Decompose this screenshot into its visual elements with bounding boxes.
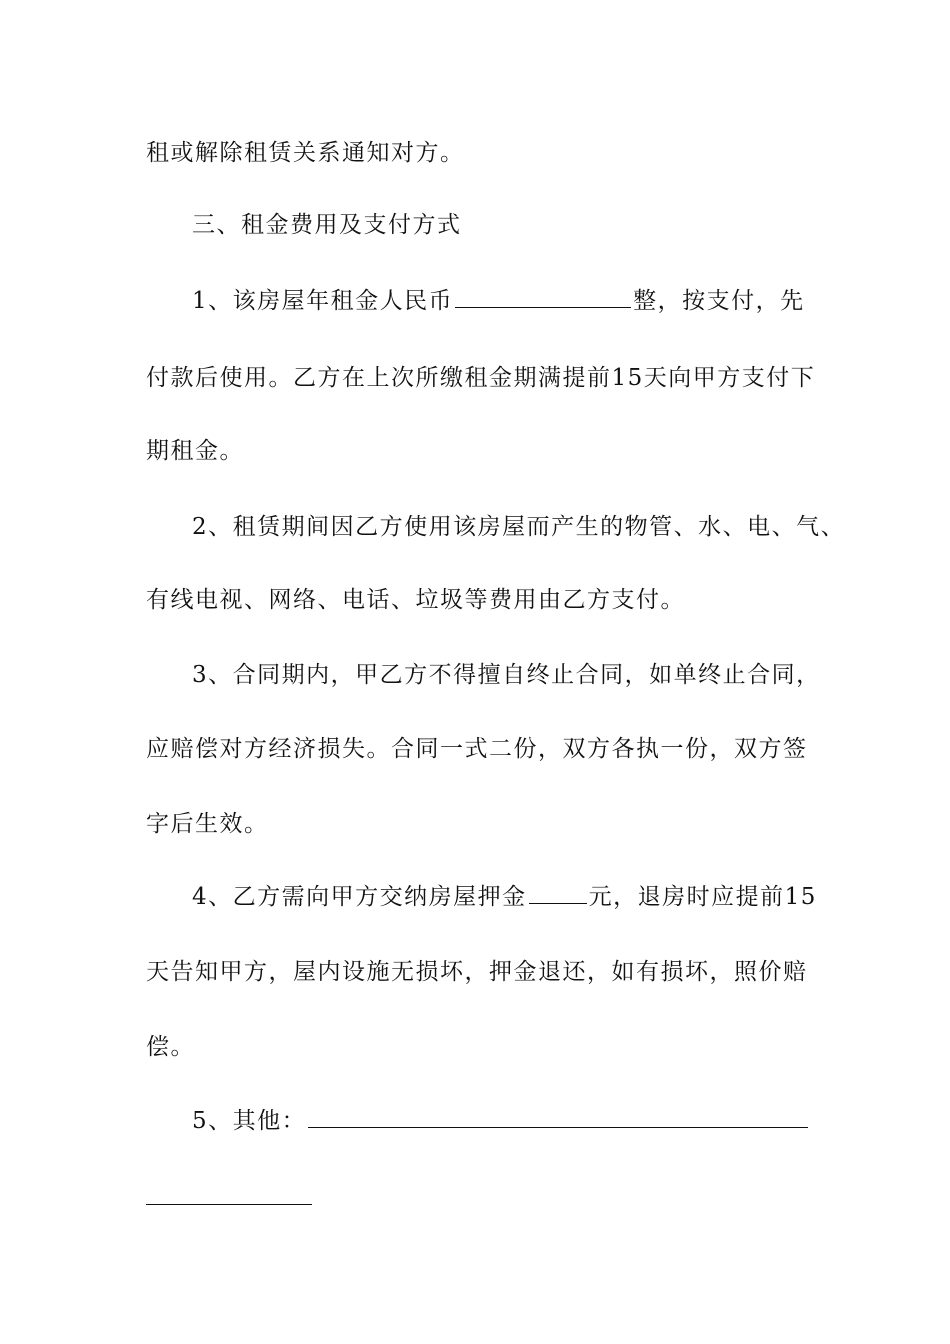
text-run: 租或解除租赁关系通知对方。 (146, 140, 465, 166)
text-run: 偿。 (146, 1034, 195, 1060)
paragraph-line (192, 1105, 810, 1137)
text-run: 字后生效。 (146, 811, 269, 837)
text-run: 三、租金费用及支付方式 (192, 212, 462, 238)
text-run: 付款后使用。乙方在上次所缴租金期满提前15天向甲方支付下 (146, 365, 816, 391)
paragraph-line (192, 881, 817, 913)
text-run: 5、其他： (192, 1108, 307, 1134)
paragraph-line (146, 435, 244, 467)
paragraph-line (146, 362, 815, 394)
paragraph-line (146, 584, 685, 616)
fill-in-blank (529, 881, 587, 904)
text-run: 天告知甲方，屋内设施无损坏，押金退还，如有损坏，照价赔 (146, 959, 808, 985)
text-run: 3、合同期内，甲乙方不得擅自终止合同，如单终止合同， (192, 662, 821, 688)
text-run: 有线电视、网络、电话、垃圾等费用由乙方支付。 (146, 587, 685, 613)
paragraph-line (192, 659, 821, 691)
fill-in-blank (455, 285, 631, 308)
paragraph-line (192, 285, 805, 317)
text-run: 1、该房屋年租金人民币 (192, 288, 454, 314)
fill-in-blank (308, 1105, 808, 1128)
section-heading (192, 209, 462, 241)
paragraph-line (146, 733, 808, 765)
text-run: 应赔偿对方经济损失。合同一式二份，双方各执一份，双方签 (146, 736, 808, 762)
text-run: 元，退房时应提前15 (588, 884, 817, 910)
text-run: 期租金。 (146, 438, 244, 464)
paragraph-line (146, 1031, 195, 1063)
paragraph-line (146, 956, 808, 988)
text-run: 4、乙方需向甲方交纳房屋押金 (192, 884, 527, 910)
text-run: 2、租赁期间因乙方使用该房屋而产生的物管、水、电、气、 (192, 514, 846, 540)
paragraph-line (146, 808, 269, 840)
fill-in-blank-continuation (146, 1204, 312, 1205)
paragraph-line (146, 137, 465, 169)
text-run: 整，按支付，先 (633, 288, 805, 314)
paragraph-line (192, 511, 845, 543)
